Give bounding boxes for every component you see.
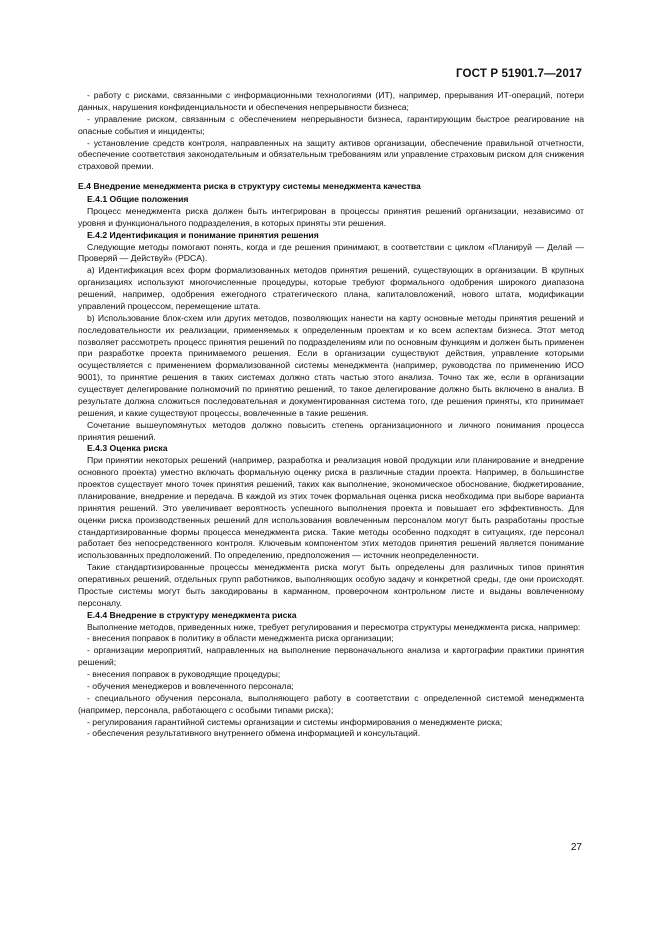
e44-list-item: - внесения поправок в политику в области менеджмента риска организации; [87, 633, 394, 644]
e44-list-item: - обучения менеджеров и вовлеченного персонала; [87, 680, 294, 691]
intro-item-3: - установление средств контроля, направленных на защиту активов организации, обеспечение правильной отчетности, обеспечение соответствия законодательным и обязательным требованиям или управление страховым риском для снижения страховой премии. [78, 137, 584, 172]
intro-item-1: - работу с рисками, связанными с информационными технологиями (ИТ), например, прерывания ИТ-операций, потери данных, нарушения конфиденциальности и обеспечения непрерывности бизнеса; [78, 90, 584, 112]
section-heading-e4: Е.4 Внедрение менеджмента риска в структуру системы менеджмента качества [78, 181, 421, 192]
e42-paragraph-1: Следующие методы помогают понять, когда и где решения принимают, в соответствии с циклом «Планируй — Делай — Проверяй — Действуй» (PDCA). [78, 241, 584, 264]
e43-paragraph-1: При принятии некоторых решений (например, разработка и реализация новой продукции или планирование и внедрение основного проекта) уместно включать формальную оценку риска в различные стадии проекта. Например, в большинстве проектов существует много точек принятия решений, таких как выполнение, экономическое обоснование, бюджетирование, планирование, внедрение и передача. В каждой из этих точек формальная оценка риска необходима при выборе варианта принятия решений. Это увеличивает вероятность успешного выполнения проекта и повышает его эффективность. Для оценки риска производственных решений для использования вовлеченным персоналом могут быть разработаны простые стандартизированные формы процесса менеджмента риска. Такие методы особенно подходят в ситуациях, где персонал работает без непосредственного контроля. Ключевым компонентом этих методов принятия решений является понимание использованных предположений. По определению, предположения — источник неопределенности. [78, 455, 584, 561]
page-content [78, 90, 584, 740]
page-number: 27 [570, 842, 582, 853]
e42-paragraph-summary: Сочетание вышеупомянутых методов должно повысить степень организационного и личного понимания процесса принятия решений. [78, 419, 584, 442]
e44-list-item: - внесения поправок в руководящие процедуры; [87, 669, 281, 679]
e42-paragraph-a: a) Идентификация всех форм формализованных методов принятия решений, существующих в организации. В крупных организациях используют многочисленные процедуры, которые требуют формального одобрения широкого диапазона решений, например, одобрения ежегодного стратегического плана, капиталовложений, нового штата, модификации управлений процессом, перемещение штата. [78, 265, 584, 311]
e42-paragraph-b: b) Использование блок-схем или других методов, позволяющих нанести на карту основные методы принятия решений и последовательности их реализации, применяемых к определенным проектам и ко всем аспектам бизнеса. Этот метод позволяет рассмотреть процесс принятия решений по подразделениям или по основным функциям и должен быть применен при разработке проекта принимаемого решения. Если в организации существуют действия, управление которыми осуществляется с применением формализованной системы менеджмента (например, руководства по применению ИСО 9001), то принятие решения в таких системах должно стать частью этого анализа. Точно так же, если в организации существует делегирование полномочий по принятию решений, то такое делегирование должно быть включено в анализ. В результате должна сложиться последовательная и документированная система того, где решения приняты, кто принимает решения, и какие существуют процессы, вовлеченные в такие решения. [78, 312, 584, 418]
heading-e41: Е.4.1 Общие положения [87, 194, 189, 204]
e43-paragraph-2: Такие стандартизированные процессы менеджмента риска могут быть определены для различных типов принятия оперативных решений, отдельных групп работников, выполняющих особую задачу и конкретной среды, где они происходят. Простые системы могут быть закодированы в карманном, проверочном контрольном листе и выданы вовлеченному персоналу. [78, 562, 584, 608]
e44-list-item: - специального обучения персонала, выполняющего работу в соответствии с определенной системой менеджмента (например, персонала, работающего с особыми типами риска); [78, 692, 584, 715]
document-header: ГОСТ Р 51901.7—2017 [456, 67, 582, 80]
e44-list-item: - регулирования гарантийной системы организации и системы информирования о менеджменте риска; [87, 716, 503, 727]
e44-list-item: - организации мероприятий, направленных на выполнение первоначального анализа и картографии практики принятия решений; [78, 645, 584, 668]
heading-e43: Е.4.3 Оценка риска [87, 443, 168, 454]
e44-paragraph-1: Выполнение методов, приведенных ниже, требует регулирования и пересмотра структуры менеджмента риска, например: [87, 621, 581, 632]
intro-item-2: - управление риском, связанным с обеспечением непрерывности бизнеса, гарантирующим быстрое реагирование на опасные события и инциденты; [78, 113, 584, 136]
heading-e44: Е.4.4 Внедрение в структуру менеджмента риска [87, 609, 297, 620]
e44-list-item: - обеспечения результативного внутреннего обмена информацией и консультаций. [87, 728, 421, 739]
e41-text: Процесс менеджмента риска должен быть интегрирован в процессы принятия решений организации, независимо от уровня и функционального подразделения, в которых приняты эти решения. [78, 205, 584, 228]
heading-e42: Е.4.2 Идентификация и понимание принятия решения [87, 229, 319, 240]
